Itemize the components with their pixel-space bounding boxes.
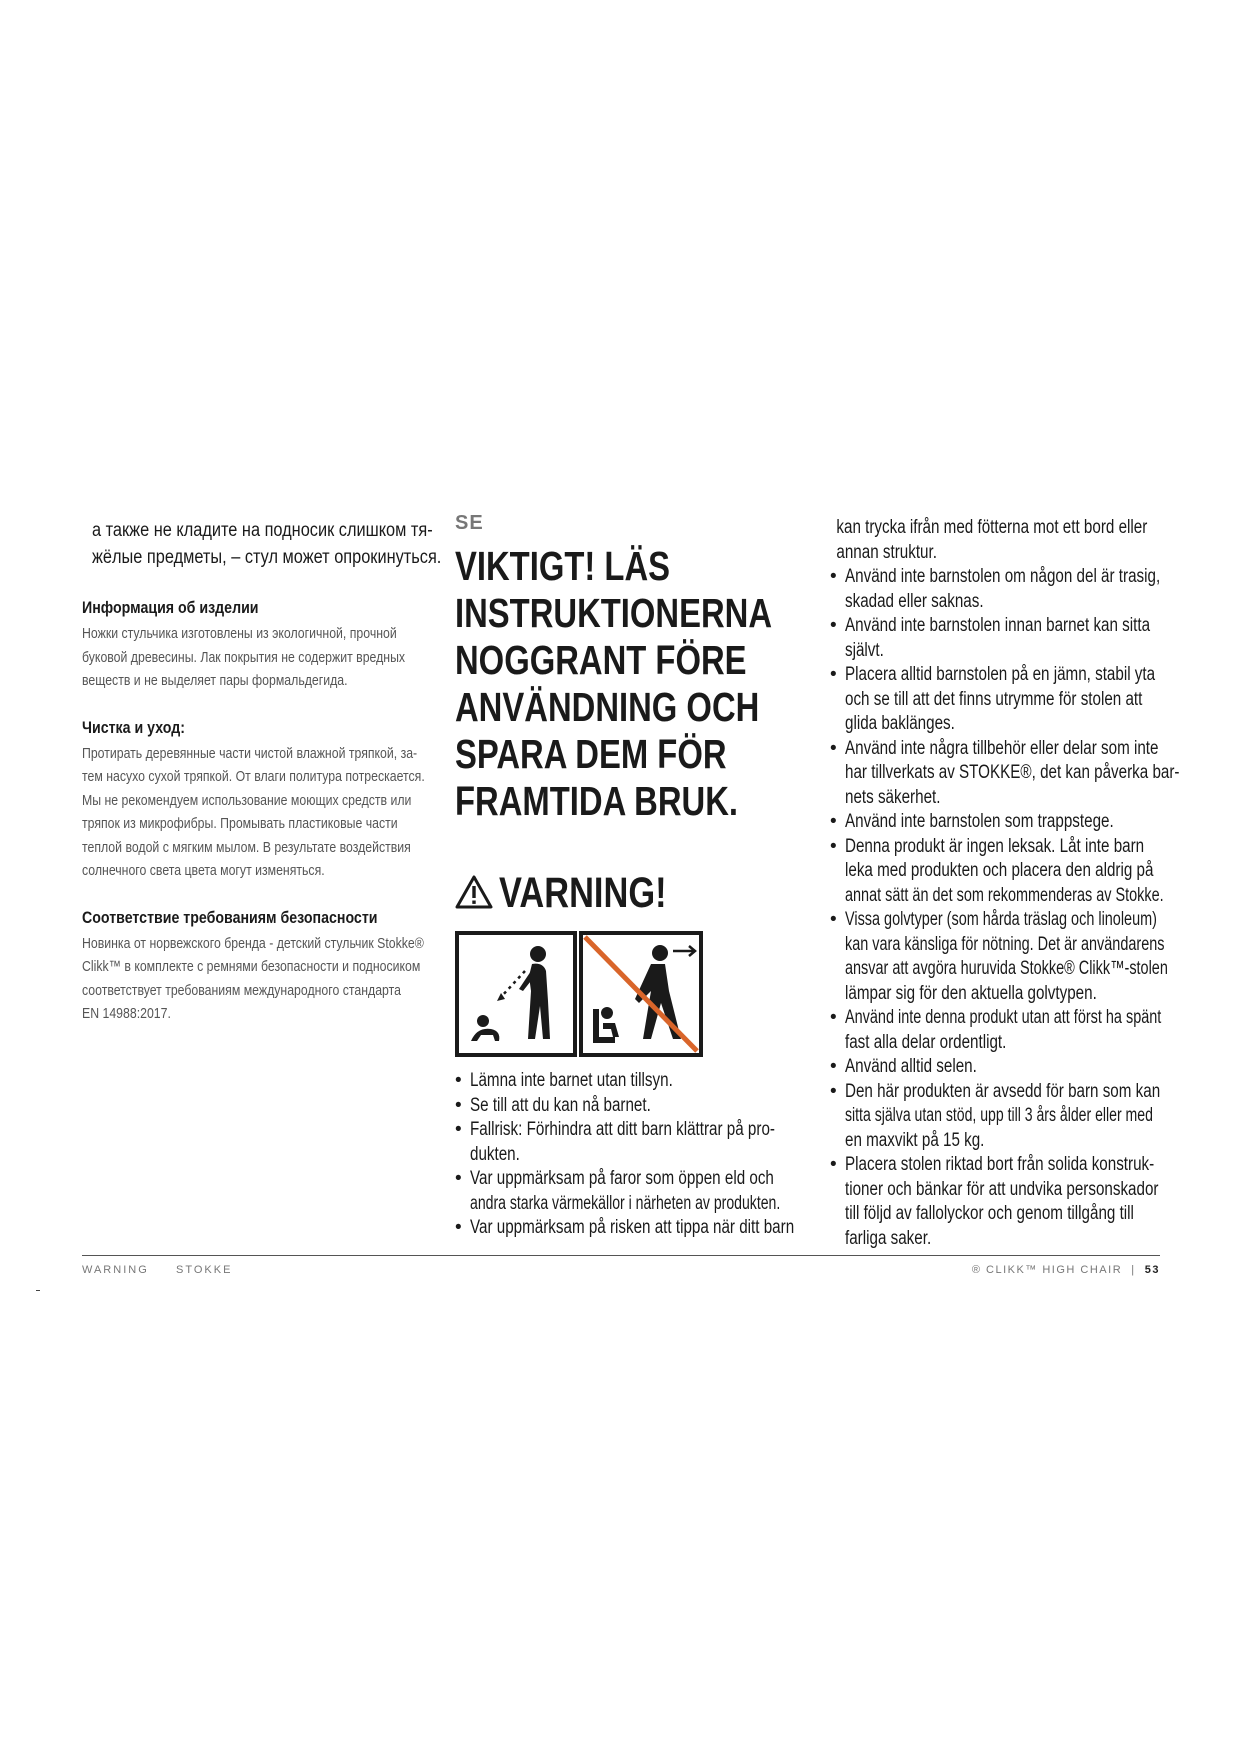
text-line: Новинка от норвежского бренда - детский стульчик Stokke® — [82, 934, 424, 952]
list-item-line: nets säkerhet. — [845, 786, 941, 808]
text-line: соответствует требованиям международного стандарта — [82, 981, 401, 999]
text-line: буковой древесины. Лак покрытия не содержит вредных — [82, 648, 406, 666]
list-item — [455, 1118, 800, 1167]
list-item — [455, 1069, 800, 1094]
text-line: Протирать деревянные части чистой влажной тряпкой, за- — [82, 744, 418, 762]
list-item-line: fast alla delar ordentligt. — [845, 1031, 1007, 1053]
list-item-line: glida baklänges. — [845, 713, 955, 734]
headline-line: FRAMTIDA BRUK. — [455, 778, 739, 824]
headline-line: INSTRUKTIONERNA — [455, 590, 773, 636]
continuation-text — [830, 516, 1180, 565]
text-line: kan trycka ifrån med fötterna mot ett bord eller — [836, 517, 1148, 538]
headline — [455, 543, 800, 825]
headline-line: ANVÄNDNING OCH — [455, 684, 760, 730]
list-item — [830, 1055, 1180, 1080]
lead-line: жёлые предметы, – стул может опрокинуться. — [92, 547, 442, 568]
list-item-line: till följd av fallolyckor och genom tillgång till — [845, 1203, 1134, 1224]
list-item-line: kan vara känsliga för nötning. Det är användarens — [845, 933, 1165, 955]
language-code: SE — [455, 512, 484, 534]
warning-title: VARNING! — [499, 869, 667, 917]
section-care — [82, 717, 425, 883]
list-item-line: annat sätt än det som rekommenderas av Stokke. — [845, 884, 1164, 906]
list-item — [830, 1006, 1180, 1055]
list-item-line: ansvar att avgöra huruvida Stokke® Clikk™-stolen — [845, 958, 1168, 979]
list-item-line: • Var uppmärksam på risken att tippa när ditt barn — [470, 1217, 795, 1238]
list-item — [830, 835, 1180, 909]
text-line: теплой водой с мягким мылом. В результате воздействия — [82, 838, 411, 856]
list-item-line: • Se till att du kan nå barnet. — [470, 1094, 651, 1116]
headline-line: VIKTIGT! LÄS — [455, 543, 671, 589]
list-item-line: dukten. — [470, 1143, 520, 1165]
section-heading: Чистка и уход: — [82, 718, 185, 737]
page-footer — [82, 1255, 1160, 1276]
list-item-line: • Placera stolen riktad bort från solida konstruk- — [845, 1154, 1155, 1175]
list-item-line: • Använd inte denna produkt utan att först ha spänt — [845, 1007, 1162, 1028]
lead-line: а также не кладите на подносик слишком тя- — [92, 520, 433, 541]
headline-line: SPARA DEM FÖR — [455, 731, 727, 777]
list-item-line: • Placera alltid barnstolen på en jämn, stabil yta — [845, 664, 1156, 685]
list-item — [830, 1153, 1180, 1251]
footer-label-brand: STOKKE — [176, 1264, 233, 1276]
list-item-line: skadad eller saknas. — [845, 590, 984, 612]
warning-triangle-icon — [455, 874, 493, 910]
list-item-line: leka med produkten och placera den aldrig på — [845, 860, 1154, 881]
list-item-line: • Lämna inte barnet utan tillsyn. — [470, 1070, 673, 1091]
warning-list — [455, 1069, 800, 1241]
text-line: annan struktur. — [836, 541, 937, 563]
list-item — [830, 810, 1180, 835]
text-line: солнечного света цвета могут изменяться. — [82, 862, 325, 879]
list-item-line: • Fallrisk: Förhindra att ditt barn klättrar på pro- — [470, 1119, 775, 1140]
list-item — [455, 1167, 800, 1216]
list-item — [455, 1216, 800, 1241]
lead-paragraph — [82, 517, 442, 571]
list-item-line: har tillverkats av STOKKE®, det kan påverka bar- — [845, 762, 1180, 783]
list-item-line: lämpar sig för den aktuella golvtypen. — [845, 982, 1097, 1004]
list-item-line: • Använd inte några tillbehör eller delar som inte — [845, 737, 1159, 759]
russian-column — [82, 517, 442, 1026]
footer-product-name: ® CLIKK™ HIGH CHAIR — [971, 1264, 1123, 1276]
section-heading: Информация об изделии — [82, 599, 259, 617]
text-line: Мы не рекомендуем использование моющих средств или — [82, 791, 412, 809]
section-safety-compliance — [82, 907, 422, 1026]
swedish-column-continued — [830, 516, 1180, 1251]
list-item-line: andra starka värmekällor i närheten av produkten. — [470, 1192, 781, 1214]
warning-heading — [455, 869, 800, 917]
text-line: тряпок из микрофибры. Промывать пластиковые части — [82, 815, 398, 832]
warning-list-continued — [830, 565, 1180, 1251]
list-item — [830, 663, 1180, 737]
supervision-pictogram — [455, 931, 703, 1057]
headline-line: NOGGRANT FÖRE — [455, 637, 747, 683]
list-item — [830, 1080, 1180, 1154]
list-item-line: • Vissa golvtyper (som hårda träslag och linoleum) — [845, 909, 1157, 930]
footer-label-warning: WARNING — [82, 1264, 149, 1276]
list-item-line: och se till att det finns utrymme för stolen att — [845, 688, 1143, 710]
page-number: 53 — [1144, 1264, 1160, 1276]
footer-separator: | — [1131, 1264, 1136, 1276]
corner-mark — [36, 1290, 40, 1291]
text-line: веществ и не выделяет пары формальдегида. — [82, 672, 348, 689]
list-item-line: • Var uppmärksam på faror som öppen eld och — [470, 1168, 774, 1189]
list-item-line: • Använd inte barnstolen om någon del är trasig, — [845, 566, 1161, 587]
supervision-pictogram-icon — [455, 931, 703, 1057]
list-item — [830, 737, 1180, 811]
text-line: Ножки стульчика изготовлены из экологичной, прочной — [82, 625, 397, 642]
text-line: EN 14988:2017. — [82, 1005, 171, 1022]
list-item-line: • Den här produkten är avsedd för barn som kan — [845, 1080, 1161, 1102]
text-line: Clikk™ в комплекте с ремнями безопасности и подносиком — [82, 958, 421, 975]
list-item — [830, 908, 1180, 1006]
list-item-line: en maxvikt på 15 kg. — [845, 1129, 985, 1151]
section-product-info — [82, 597, 422, 693]
list-item-line: • Denna produkt är ingen leksak. Låt inte barn — [845, 835, 1145, 857]
list-item-line: självt. — [845, 639, 884, 661]
list-item-line: • Använd inte barnstolen som trappstege. — [845, 811, 1114, 832]
list-item-line: farliga saker. — [845, 1227, 932, 1249]
list-item-line: tioner och bänkar för att undvika personskador — [845, 1178, 1159, 1200]
list-item-line: • Använd inte barnstolen innan barnet kan sitta — [845, 615, 1151, 636]
list-item — [830, 614, 1180, 663]
footer-product — [972, 1264, 1160, 1276]
section-heading: Соответствие требованиям безопасности — [82, 908, 378, 927]
list-item-line: sitta själva utan stöd, upp till 3 års ålder eller med — [845, 1105, 1153, 1126]
list-item — [830, 565, 1180, 614]
list-item — [455, 1094, 800, 1119]
swedish-column-main — [455, 512, 800, 1241]
list-item-line: • Använd alltid selen. — [845, 1056, 977, 1077]
text-line: тем насухо сухой тряпкой. От влаги политура потрескается. — [82, 768, 425, 785]
